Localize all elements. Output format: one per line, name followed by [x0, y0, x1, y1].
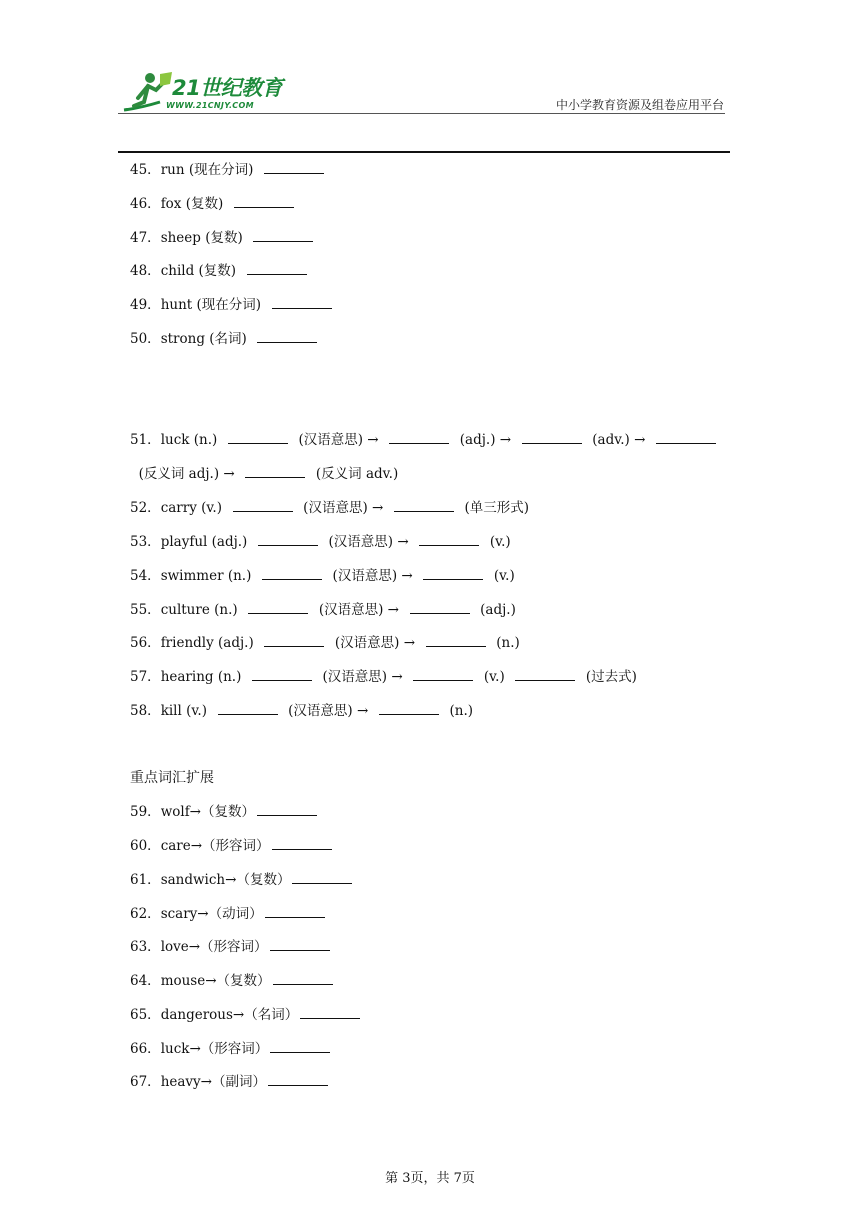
answer-blank[interactable]: [268, 1073, 328, 1086]
answer-blank[interactable]: [410, 601, 470, 614]
question-51: 51．luck (n.) (汉语意思) → (adj.) → (adv.) → (反义词 adj.) → (反义词 adv.): [130, 423, 730, 491]
answer-blank[interactable]: [273, 972, 333, 985]
answer-blank[interactable]: [252, 668, 312, 681]
answer-blank[interactable]: [245, 465, 305, 478]
answer-blank[interactable]: [389, 431, 449, 444]
answer-blank[interactable]: [515, 668, 575, 681]
question-63: 63．love→（形容词）: [130, 938, 332, 956]
answer-blank[interactable]: [423, 567, 483, 580]
answer-blank[interactable]: [419, 533, 479, 546]
question-64: 64．mouse→（复数）: [130, 972, 335, 990]
answer-blank[interactable]: [234, 195, 294, 208]
logo-url: WWW.21CNJY.COM: [166, 101, 254, 110]
question-49: 49．hunt (现在分词): [130, 296, 334, 314]
answer-blank[interactable]: [270, 938, 330, 951]
answer-blank[interactable]: [265, 905, 325, 918]
section-heading: 重点词汇扩展: [130, 770, 214, 786]
answer-blank[interactable]: [413, 668, 473, 681]
answer-blank[interactable]: [264, 634, 324, 647]
question-67: 67．heavy→（副词）: [130, 1073, 330, 1091]
answer-blank[interactable]: [257, 330, 317, 343]
question-60: 60．care→（形容词）: [130, 837, 334, 855]
answer-blank[interactable]: [262, 567, 322, 580]
question-45: 45．run (现在分词): [130, 161, 326, 179]
question-46: 46．fox (复数): [130, 195, 296, 213]
header-divider: [118, 113, 725, 114]
question-55: 55．culture (n.) (汉语意思) → (adj.): [130, 602, 516, 618]
page-number: 第 3页，共 7页: [385, 1171, 475, 1186]
answer-blank[interactable]: [656, 431, 716, 444]
question-52: 52．carry (v.) (汉语意思) → (单三形式): [130, 500, 530, 516]
question-48: 48．child (复数): [130, 262, 309, 280]
answer-blank[interactable]: [264, 161, 324, 174]
answer-blank[interactable]: [218, 702, 278, 715]
answer-blank[interactable]: [270, 1040, 330, 1053]
answer-blank[interactable]: [257, 803, 317, 816]
header-rule: [118, 151, 730, 153]
answer-blank[interactable]: [233, 499, 293, 512]
answer-blank[interactable]: [247, 262, 307, 275]
page-header: [120, 64, 730, 116]
question-61: 61．sandwich→（复数）: [130, 871, 354, 889]
question-59: 59．wolf→（复数）: [130, 803, 319, 821]
platform-name: 中小学教育资源及组卷应用平台: [555, 98, 724, 112]
question-66: 66．luck→（形容词）: [130, 1040, 332, 1058]
question-58: 58．kill (v.) (汉语意思) → (n.): [130, 703, 474, 719]
answer-blank[interactable]: [248, 601, 308, 614]
question-50: 50．strong (名词): [130, 330, 319, 348]
answer-blank[interactable]: [394, 499, 454, 512]
answer-blank[interactable]: [522, 431, 582, 444]
question-65: 65．dangerous→（名词）: [130, 1006, 362, 1024]
answer-blank[interactable]: [379, 702, 439, 715]
answer-blank[interactable]: [272, 837, 332, 850]
answer-blank[interactable]: [258, 533, 318, 546]
question-56: 56．friendly (adj.) (汉语意思) → (n.): [130, 635, 520, 651]
answer-blank[interactable]: [426, 634, 486, 647]
logo: [120, 68, 290, 116]
question-62: 62．scary→（动词）: [130, 905, 327, 923]
answer-blank[interactable]: [228, 431, 288, 444]
answer-blank[interactable]: [300, 1006, 360, 1019]
logo-text: 21世纪教育: [172, 76, 283, 100]
question-47: 47．sheep (复数): [130, 229, 315, 247]
question-57: 57．hearing (n.) (汉语意思) → (v.) (过去式): [130, 669, 637, 685]
answer-blank[interactable]: [253, 229, 313, 242]
question-53: 53．playful (adj.) (汉语意思) → (v.): [130, 534, 511, 550]
question-54: 54．swimmer (n.) (汉语意思) → (v.): [130, 568, 515, 584]
answer-blank[interactable]: [272, 296, 332, 309]
answer-blank[interactable]: [292, 871, 352, 884]
